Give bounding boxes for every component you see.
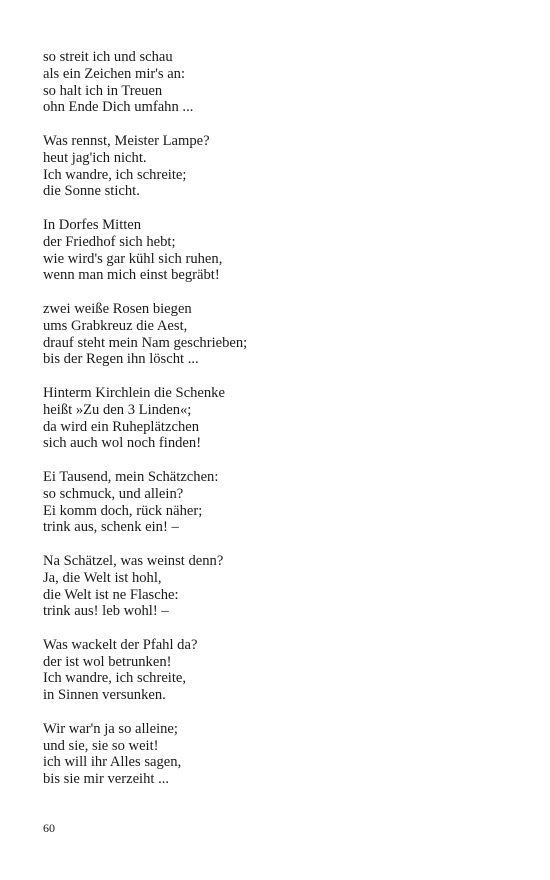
verse-line: Ei komm doch, rück näher;: [43, 502, 203, 519]
verse-line: die Sonne sticht.: [43, 183, 140, 200]
verse-line: Hinterm Kirchlein die Schenke: [43, 384, 225, 401]
verse-line: so halt ich in Treuen: [43, 82, 163, 99]
stanza-9: [43, 721, 513, 788]
stanza-1: [43, 49, 513, 116]
verse-line: Was wackelt der Pfahl da?: [43, 636, 198, 653]
verse-line: drauf steht mein Nam geschrieben;: [43, 334, 248, 351]
stanza-5: [43, 385, 513, 452]
poem-text: [43, 49, 513, 805]
stanza-6: [43, 469, 513, 536]
stanza-2: [43, 133, 513, 200]
verse-line: der ist wol betrunken!: [43, 653, 172, 670]
verse-line: der Friedhof sich hebt;: [43, 233, 176, 250]
verse-line: heißt »Zu den 3 Linden«;: [43, 401, 192, 418]
verse-line: Na Schätzel, was weinst denn?: [43, 552, 224, 569]
verse-line: wie wird's gar kühl sich ruhen,: [43, 250, 223, 267]
verse-line: bis sie mir verzeiht ...: [43, 771, 170, 788]
verse-line: Ich wandre, ich schreite;: [43, 166, 187, 183]
stanza-8: [43, 637, 513, 704]
verse-line: und sie, sie so weit!: [43, 737, 159, 754]
verse-line: als ein Zeichen mir's an:: [43, 65, 186, 82]
verse-line: die Welt ist ne Flasche:: [43, 586, 179, 603]
verse-line: so schmuck, und allein?: [43, 485, 184, 502]
verse-line: ums Grabkreuz die Aest,: [43, 317, 188, 334]
verse-line: in Sinnen versunken.: [43, 687, 166, 704]
verse-line: ich will ihr Alles sagen,: [43, 754, 182, 771]
verse-line: trink aus! leb wohl! –: [43, 603, 169, 620]
verse-line: ohn Ende Dich umfahn ...: [43, 99, 194, 116]
stanza-4: [43, 301, 513, 368]
verse-line: da wird ein Ruheplätzchen: [43, 418, 200, 435]
verse-line: wenn man mich einst begräbt!: [43, 267, 220, 284]
verse-line: zwei weiße Rosen biegen: [43, 300, 192, 317]
verse-line: Was rennst, Meister Lampe?: [43, 132, 210, 149]
verse-line: Ja, die Welt ist hohl,: [43, 569, 162, 586]
stanza-3: [43, 217, 513, 284]
verse-line: so streit ich und schau: [43, 49, 173, 65]
page-number: 60: [43, 821, 55, 835]
verse-line: In Dorfes Mitten: [43, 216, 142, 233]
verse-line: bis der Regen ihn löscht ...: [43, 351, 199, 368]
verse-line: heut jag'ich nicht.: [43, 149, 147, 166]
verse-line: sich auch wol noch finden!: [43, 435, 202, 452]
verse-line: Wir war'n ja so alleine;: [43, 720, 178, 737]
stanza-7: [43, 553, 513, 620]
verse-line: trink aus, schenk ein! –: [43, 519, 179, 536]
verse-line: Ei Tausend, mein Schätzchen:: [43, 468, 219, 485]
verse-line: Ich wandre, ich schreite,: [43, 670, 187, 687]
